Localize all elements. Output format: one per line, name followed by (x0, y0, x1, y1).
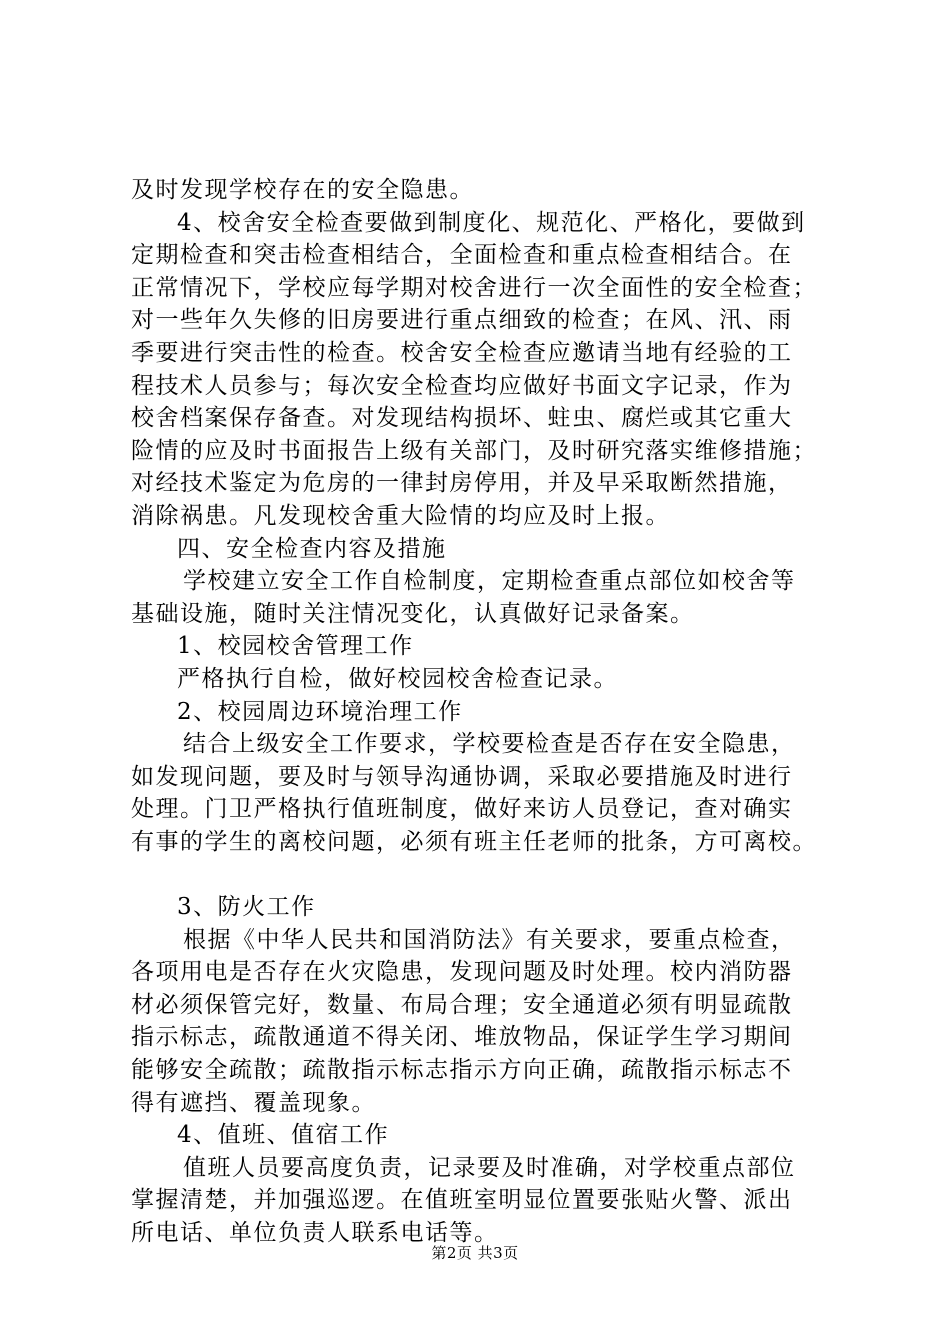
text-line: 指示标志，疏散通道不得关闭、堆放物品，保证学生学习期间 (131, 1024, 793, 1051)
page-number-footer: 第2页 共3页 (431, 1244, 519, 1262)
text-line: 校舍档案保存备查。对发现结构损坏、蛀虫、腐烂或其它重大 (131, 405, 793, 432)
text-line: 得有遮挡、覆盖现象。 (131, 1089, 376, 1116)
document-body (131, 174, 831, 1250)
text-line: 消除祸患。凡发现校舍重大险情的均应及时上报。 (131, 502, 670, 529)
text-line: 定期检查和突击检查相结合，全面检查和重点检查相结合。在 (131, 242, 793, 269)
text-line: 根据《中华人民共和国消防法》有关要求，要重点检查， (183, 926, 796, 953)
text-line: 能够安全疏散；疏散指示标志指示方向正确，疏散指示标志不 (131, 1057, 793, 1084)
subsection-heading: 3、防火工作 (177, 894, 316, 921)
text-line: 及时发现学校存在的安全隐患。 (131, 177, 474, 203)
text-line: 4、校舍安全检查要做到制度化、规范化、严格化，要做到 (177, 209, 806, 236)
text-line: 严格执行自检，做好校园校舍检查记录。 (177, 665, 618, 692)
text-line: 各项用电是否存在火灾隐患，发现问题及时处理。校内消防器 (131, 959, 793, 986)
section-heading: 四、安全检查内容及措施 (177, 535, 447, 562)
subsection-heading: 1、校园校舍管理工作 (177, 633, 414, 660)
text-line: 有事的学生的离校问题，必须有班主任老师的批条，方可离校。 (131, 828, 817, 855)
text-line: 掌握清楚，并加强巡逻。在值班室明显位置要张贴火警、派出 (131, 1187, 793, 1214)
text-line: 学校建立安全工作自检制度，定期检查重点部位如校舍等 (183, 568, 796, 595)
text-line: 结合上级安全工作要求，学校要检查是否存在安全隐患， (183, 731, 796, 758)
text-line: 险情的应及时书面报告上级有关部门，及时研究落实维修措施； (131, 437, 817, 464)
text-line: 值班人员要高度负责，记录要及时准确，对学校重点部位 (183, 1154, 796, 1181)
text-line: 处理。门卫严格执行值班制度，做好来访人员登记，查对确实 (131, 796, 793, 823)
subsection-heading: 2、校园周边环境治理工作 (177, 698, 463, 725)
text-line: 如发现问题，要及时与领导沟通协调，采取必要措施及时进行 (131, 763, 793, 790)
text-line: 材必须保管完好，数量、布局合理；安全通道必须有明显疏散 (131, 991, 793, 1018)
text-line: 正常情况下，学校应每学期对校舍进行一次全面性的安全检查； (131, 274, 817, 301)
paragraph-gap (131, 858, 831, 891)
text-line: 程技术人员参与；每次安全检查均应做好书面文字记录，作为 (131, 372, 793, 399)
text-line: 所电话、单位负责人联系电话等。 (131, 1220, 499, 1246)
subsection-heading: 4、值班、值宿工作 (177, 1122, 390, 1149)
text-line: 季要进行突击性的检查。校舍安全检查应邀请当地有经验的工 (131, 339, 793, 366)
text-line: 对经技术鉴定为危房的一律封房停用，并及早采取断然措施， (131, 470, 793, 497)
text-line: 基础设施，随时关注情况变化，认真做好记录备案。 (131, 600, 695, 627)
text-line: 对一些年久失修的旧房要进行重点细致的检查；在风、汛、雨 (131, 307, 793, 334)
